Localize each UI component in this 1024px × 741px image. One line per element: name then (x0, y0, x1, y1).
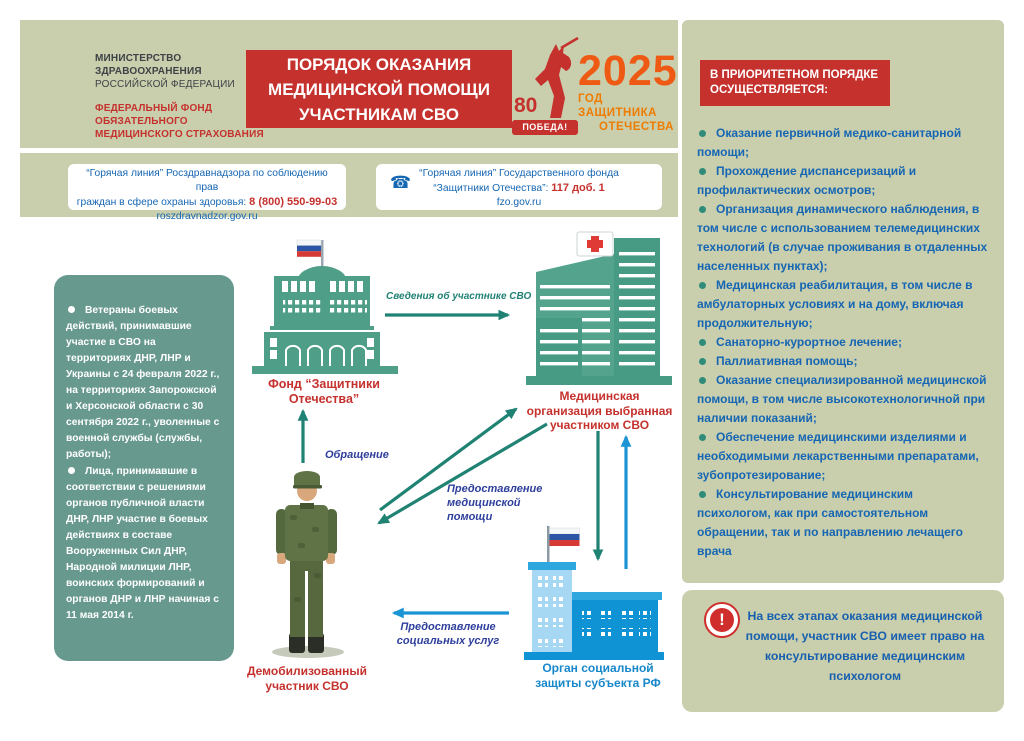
hotline-text: “Защитники Отечества”: (433, 183, 552, 194)
arrow-label-social: Предоставление социальных услуг (396, 621, 500, 647)
priority-item (697, 371, 989, 428)
priority-heading-line: ОСУЩЕСТВЛЯЕТСЯ: (710, 84, 829, 96)
social-org-label: Орган социальной защиты субъекта РФ (535, 661, 661, 690)
exclamation-icon (704, 602, 740, 638)
bullet-icon (699, 434, 706, 441)
title-line: ПОРЯДОК ОКАЗАНИЯ (286, 54, 472, 74)
hotline-card-fzo (376, 164, 662, 210)
priority-item (697, 333, 989, 352)
bullet-icon (699, 339, 706, 346)
hotline-text: граждан в сфере охраны здоровья: (76, 197, 250, 208)
year-caption: ОТЕЧЕСТВА (599, 121, 674, 133)
ministry-line: ЗДРАВООХРАНЕНИЯ (95, 66, 202, 77)
eligibility-item-text: Ветераны боевых действий, принимавшие участие в СВО на территориях ДНР, ЛНР и Украины с 24 февраля 2022 г., на территориях Запорожской и Херсонской области с 30 сентября 2022 г., уволенные с военной службы (службы, работы); (66, 305, 220, 460)
priority-item (697, 352, 989, 371)
fmoms-line: ФЕДЕРАЛЬНЫЙ ФОНД (95, 103, 213, 114)
title-line: МЕДИЦИНСКОЙ ПОМОЩИ (268, 79, 490, 99)
priority-item-text: Оказание первичной медико-санитарной помощи; (697, 126, 962, 159)
soldier-label: Демобилизованный участник СВО (246, 664, 368, 693)
ministry-line: РОССИЙСКОЙ ФЕДЕРАЦИИ (95, 79, 235, 90)
priority-item (697, 124, 989, 162)
fund-label: Фонд “Защитники Отечества” (268, 377, 380, 406)
arrow-label-med-help: Предоставление медицинской помощи (447, 483, 543, 523)
priority-list (697, 124, 989, 561)
victory-80-number: 80 (514, 94, 538, 117)
priority-item (697, 276, 989, 333)
priority-item-text: Организация динамического наблюдения, в том числе с использованием телемедицинских технологий (в случае проживания в отдаленных населенных пунктах); (697, 202, 988, 273)
priority-item (697, 428, 989, 485)
ministry-line: МИНИСТЕРСТВО (95, 53, 182, 64)
victory-ribbon: ПОБЕДА! (512, 120, 578, 135)
arrow-label-info: Сведения об участнике СВО (386, 291, 532, 302)
priority-heading (700, 60, 890, 106)
hotline-text: “Горячая линия” Росздравнадзора по соблюдению прав (86, 168, 328, 193)
priority-item (697, 200, 989, 276)
priority-item-text: Консультирование медицинским психологом, как при самостоятельном обращении, так и по направлению лечащего врача (697, 487, 963, 558)
victory-80-emblem (512, 36, 580, 136)
poster-title (246, 50, 512, 128)
priority-item-text: Санаторно-курортное лечение; (716, 335, 902, 349)
note-text: На всех этапах оказания медицинской помощи, участник СВО имеет право на консультирование медицинским психологом (745, 609, 985, 683)
fmoms-line: ОБЯЗАТЕЛЬНОГО (95, 116, 188, 127)
bullet-icon (699, 206, 706, 213)
year-2025-logo (578, 47, 678, 134)
hotline-phone: 8 (800) 550-99-03 (249, 196, 338, 208)
bullet-icon (699, 282, 706, 289)
priority-heading-line: В ПРИОРИТЕТНОМ ПОРЯДКЕ (710, 69, 879, 81)
bullet-icon (699, 377, 706, 384)
hotline-site: roszdravnadzor.gov.ru (156, 211, 258, 222)
hotline-card-roszdravnadzor (68, 164, 346, 222)
fmoms-line: МЕДИЦИНСКОГО СТРАХОВАНИЯ (95, 129, 264, 140)
priority-item (697, 485, 989, 561)
bullet-icon (699, 491, 706, 498)
bullet-icon (699, 168, 706, 175)
hotline-site: fzo.gov.ru (496, 197, 542, 208)
priority-item-text: Обеспечение медицинскими изделиями и необходимыми лекарственными препаратами, зубопротезирование; (697, 430, 979, 482)
priority-item-text: Паллиативная помощь; (716, 354, 858, 368)
note-box (682, 590, 1004, 712)
priority-item-text: Медицинская реабилитация, в том числе в амбулаторных условиях и на дому, включая продолжительную; (697, 278, 973, 330)
exclamation-glyph: ! (710, 608, 734, 632)
year-number: 2025 (578, 47, 678, 95)
eligibility-item-text: Лица, принимавшие в соответствии с решениями органов публичной власти ДНР, ЛНР участие в боевых действиях в составе Вооруженных Сил ДНР, Народной милиции ЛНР, воинских формирований и органов ДНР и ЛНР начиная с 11 мая 2014 г. (66, 466, 219, 621)
year-caption: ГОД ЗАЩИТНИКА (578, 93, 657, 119)
flow-arrows (20, 217, 680, 715)
hotline-text: “Горячая линия” Государственного фонда (419, 168, 619, 179)
bullet-icon (699, 130, 706, 137)
med-org-label: Медицинская организация выбранная участником СВО (526, 389, 673, 432)
title-line: УЧАСТНИКАМ СВО (299, 104, 459, 124)
priority-item-text: Прохождение диспансеризаций и профилактических осмотров; (697, 164, 917, 197)
arrow-label-appeal: Обращение (325, 449, 389, 461)
hotline-phone: 117 доб. 1 (551, 182, 605, 194)
priority-item-text: Оказание специализированной медицинской помощи, в том числе высокотехнологичной при наличии показаний; (697, 373, 987, 425)
bullet-icon (699, 358, 706, 365)
priority-item (697, 162, 989, 200)
phone-icon: ☎ (390, 173, 412, 192)
